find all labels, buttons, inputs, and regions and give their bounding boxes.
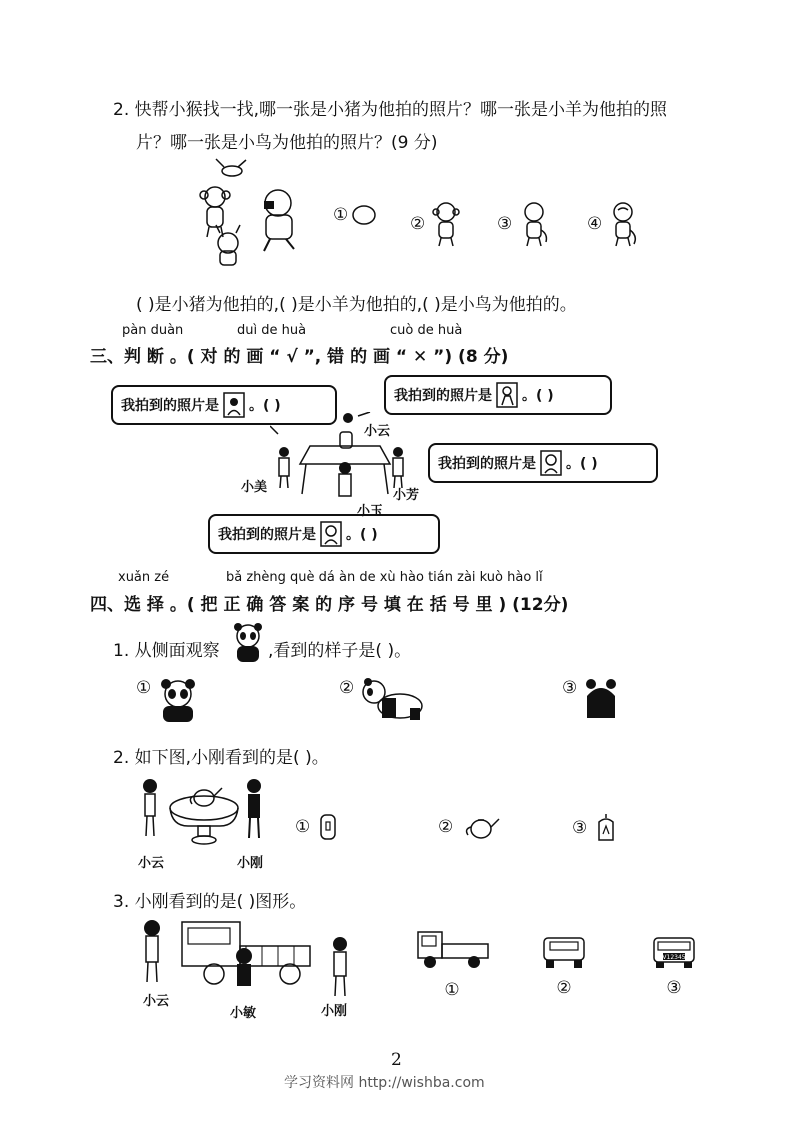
teapot-back-view-icon bbox=[595, 812, 617, 844]
name-xiaogang-2: 小刚 bbox=[237, 856, 264, 871]
s4-q3-option-2[interactable] bbox=[540, 934, 588, 998]
option-number: ③ bbox=[562, 678, 578, 698]
boy-xiaogang-icon bbox=[333, 937, 347, 996]
s4-q2-option-2[interactable] bbox=[438, 812, 501, 842]
photo-frame-icon bbox=[320, 521, 342, 547]
child-xiaomei-icon bbox=[279, 447, 289, 488]
answer-blank[interactable]: 。( ) bbox=[346, 527, 378, 543]
s4-q2-option-3[interactable] bbox=[572, 812, 617, 844]
truck-front-view-icon bbox=[650, 934, 698, 970]
monkey-photo-scene bbox=[190, 155, 320, 275]
child-xiaoyun-icon bbox=[343, 413, 353, 423]
girl-xiaomin-icon bbox=[236, 948, 252, 986]
teapot-side-view-icon bbox=[318, 812, 338, 842]
section3-title: 三、判 断 。( 对 的 画 “ √ ”, 错 的 画 “ ✕ ”) (8 分) bbox=[90, 347, 509, 367]
name-xiaoyun-3: 小云 bbox=[143, 994, 170, 1009]
option-number: ③ bbox=[572, 818, 588, 838]
s4-q1-option-2[interactable] bbox=[339, 678, 424, 722]
truck-scene bbox=[136, 916, 356, 998]
pinyin-cuo-de-hua: cuò de huà bbox=[390, 323, 463, 338]
panda-front-icon bbox=[157, 678, 199, 724]
pinyin-dui-de-hua: duì de huà bbox=[237, 323, 307, 338]
bald-head-photo-icon bbox=[352, 205, 376, 225]
name-xiaomin-3: 小敏 bbox=[230, 1006, 257, 1021]
option-number: ① bbox=[136, 678, 152, 698]
girl-xiaoyun-icon bbox=[144, 920, 160, 982]
bird-icon bbox=[216, 159, 246, 176]
panda-side-icon bbox=[360, 678, 424, 722]
option-number: ① bbox=[444, 980, 460, 1000]
q2-line2: 片？哪一张是小鸟为他拍的照片？(9 分) bbox=[136, 133, 438, 153]
option-number: ② bbox=[339, 678, 355, 698]
photo-frame-icon bbox=[496, 382, 518, 408]
pinyin-pan-duan: pàn duàn bbox=[122, 323, 184, 338]
pinyin-instruction: bǎ zhèng què dá àn de xù hào tián zài kuò hào lǐ bbox=[226, 570, 543, 585]
bubble-text: 我拍到的照片是 bbox=[218, 527, 316, 543]
teapot-table-scene bbox=[136, 776, 271, 848]
pig-icon bbox=[264, 190, 294, 251]
q2-option-3[interactable] bbox=[497, 200, 550, 248]
s4-q2-text[interactable]: 2. 如下图,小刚看到的是( )。 bbox=[113, 748, 329, 768]
bubble-xiaofang[interactable] bbox=[428, 443, 658, 483]
s4-q1-prefix: 1. 从侧面观察 bbox=[113, 641, 220, 661]
name-xiaoyu: 小玉 bbox=[357, 504, 384, 519]
monkey-icon bbox=[200, 187, 230, 237]
girl-xiaoyun-icon bbox=[143, 779, 157, 836]
answer-blank[interactable]: 。( ) bbox=[566, 456, 598, 472]
round-table-icon bbox=[170, 796, 238, 844]
bubble-xiaoyun[interactable] bbox=[384, 375, 612, 415]
name-xiaofang: 小芳 bbox=[393, 488, 420, 503]
section4-title: 四、选 择 。( 把 正 确 答 案 的 序 号 填 在 括 号 里 ) (12分) bbox=[90, 595, 569, 615]
option-number: ② bbox=[556, 978, 572, 998]
pinyin-xuan-ze: xuǎn zé bbox=[118, 570, 170, 585]
bubble-text: 我拍到的照片是 bbox=[438, 456, 536, 472]
s4-q1-option-1[interactable] bbox=[136, 678, 199, 724]
bubble-xiaoyu[interactable] bbox=[208, 514, 440, 554]
option-number: ② bbox=[410, 214, 426, 234]
option-number: ① bbox=[295, 817, 311, 837]
name-xiaoyun-2: 小云 bbox=[138, 856, 165, 871]
name-xiaoyun: 小云 bbox=[364, 424, 391, 439]
option-number: ④ bbox=[587, 214, 603, 234]
child-xiaoyu-icon bbox=[339, 462, 351, 496]
goat-icon bbox=[216, 225, 240, 265]
q2-line1: 2. 快帮小猴找一找,哪一张是小猪为他拍的照片？哪一张是小羊为他拍的照 bbox=[113, 100, 668, 120]
option-number: ② bbox=[438, 817, 454, 837]
q2-option-4[interactable] bbox=[587, 200, 640, 248]
option-number: ③ bbox=[666, 978, 682, 998]
s4-q3-text[interactable]: 3. 小刚看到的是( )图形。 bbox=[113, 892, 307, 912]
truck-side-view-icon bbox=[412, 928, 492, 970]
name-xiaomei: 小美 bbox=[241, 480, 268, 495]
footer-watermark: 学习资料网 http://wishba.com bbox=[284, 1075, 485, 1091]
teapot-front-view-icon bbox=[461, 812, 501, 842]
q2-answer-line[interactable]: ( )是小猪为他拍的,( )是小羊为他拍的,( )是小鸟为他拍的。 bbox=[136, 295, 577, 315]
panda-icon bbox=[230, 622, 266, 664]
bubble-tail-lines bbox=[270, 412, 370, 434]
monkey-front-photo-icon bbox=[429, 200, 463, 248]
photo-frame-icon bbox=[223, 392, 245, 418]
monkey-back-photo-icon bbox=[606, 200, 640, 248]
s4-q1-option-3[interactable] bbox=[562, 678, 619, 722]
bubble-text: 我拍到的照片是 bbox=[121, 398, 219, 414]
boy-xiaogang-icon bbox=[247, 779, 261, 838]
answer-blank[interactable]: 。( ) bbox=[249, 398, 281, 414]
s4-q1-suffix[interactable]: ,看到的样子是( )。 bbox=[268, 641, 412, 661]
page-number: 2 bbox=[391, 1050, 402, 1070]
photo-frame-icon bbox=[540, 450, 562, 476]
panda-back-icon bbox=[583, 678, 619, 722]
truck-back-view-icon bbox=[540, 934, 588, 970]
answer-blank[interactable]: 。( ) bbox=[522, 388, 554, 404]
child-xiaofang-icon bbox=[393, 447, 403, 488]
s4-q3-option-3[interactable] bbox=[650, 934, 698, 998]
monkey-side-photo-icon bbox=[516, 200, 550, 248]
q2-option-1[interactable] bbox=[333, 205, 376, 225]
license-plate-text: V12345 bbox=[662, 954, 686, 961]
option-number: ① bbox=[333, 205, 349, 225]
bubble-text: 我拍到的照片是 bbox=[394, 388, 492, 404]
q2-option-2[interactable] bbox=[410, 200, 463, 248]
s4-q2-option-1[interactable] bbox=[295, 812, 338, 842]
option-number: ③ bbox=[497, 214, 513, 234]
name-xiaogang-3: 小刚 bbox=[321, 1004, 348, 1019]
s4-q3-option-1[interactable] bbox=[412, 928, 492, 1000]
